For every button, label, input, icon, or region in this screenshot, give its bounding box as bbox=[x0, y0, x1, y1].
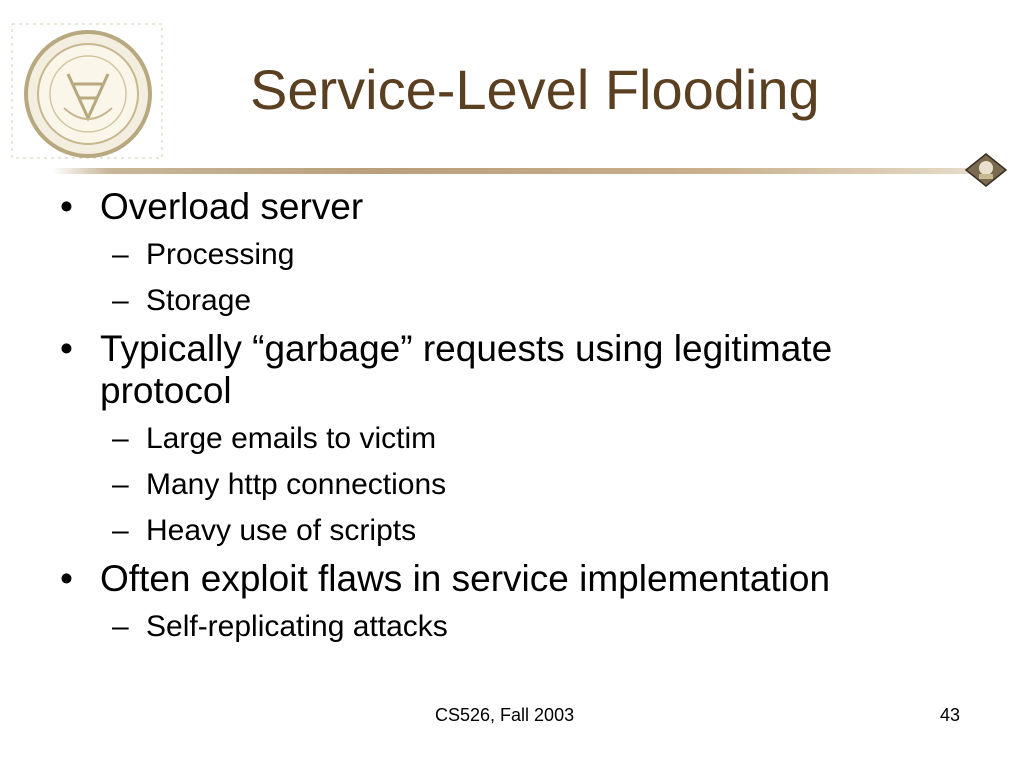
dash-icon: – bbox=[112, 422, 129, 455]
sub-bullet-item bbox=[60, 236, 960, 274]
bullet-icon: • bbox=[60, 558, 73, 599]
title-divider bbox=[52, 168, 982, 174]
bullet-item bbox=[60, 558, 960, 600]
slide-body bbox=[60, 186, 960, 646]
sub-bullet-item bbox=[60, 608, 960, 646]
bullet-icon: • bbox=[60, 186, 73, 227]
dash-icon: – bbox=[112, 238, 129, 271]
sub-bullet-text: Large emails to victim bbox=[146, 422, 437, 455]
sub-bullet-text: Many http connections bbox=[146, 468, 447, 501]
bullet-icon: • bbox=[60, 328, 73, 369]
dash-icon: – bbox=[112, 514, 129, 547]
footer-course: CS526, Fall 2003 bbox=[435, 705, 575, 725]
dash-icon: – bbox=[112, 610, 129, 643]
bullet-text: Overload server bbox=[100, 186, 364, 227]
purdue-mascot-icon bbox=[962, 150, 1010, 190]
bullet-item bbox=[60, 186, 960, 228]
sub-bullet-item bbox=[60, 466, 960, 504]
sub-bullet-item bbox=[60, 420, 960, 458]
sub-bullet-text: Storage bbox=[146, 284, 252, 317]
sub-bullet-item bbox=[60, 512, 960, 550]
footer-page-number: 43 bbox=[940, 705, 961, 725]
bullet-item bbox=[60, 328, 960, 412]
slide-title: Service-Level Flooding bbox=[250, 58, 820, 121]
dash-icon: – bbox=[112, 468, 129, 501]
bullet-text: Often exploit flaws in service implementation bbox=[100, 558, 831, 599]
sub-bullet-text: Heavy use of scripts bbox=[146, 514, 417, 547]
dash-icon: – bbox=[112, 284, 129, 317]
bullet-text: Typically “garbage” requests using legitimate protocol bbox=[100, 328, 833, 411]
purdue-seal-icon bbox=[8, 18, 168, 164]
sub-bullet-text: Self-replicating attacks bbox=[146, 610, 448, 643]
sub-bullet-text: Processing bbox=[146, 238, 295, 271]
sub-bullet-item bbox=[60, 282, 960, 320]
